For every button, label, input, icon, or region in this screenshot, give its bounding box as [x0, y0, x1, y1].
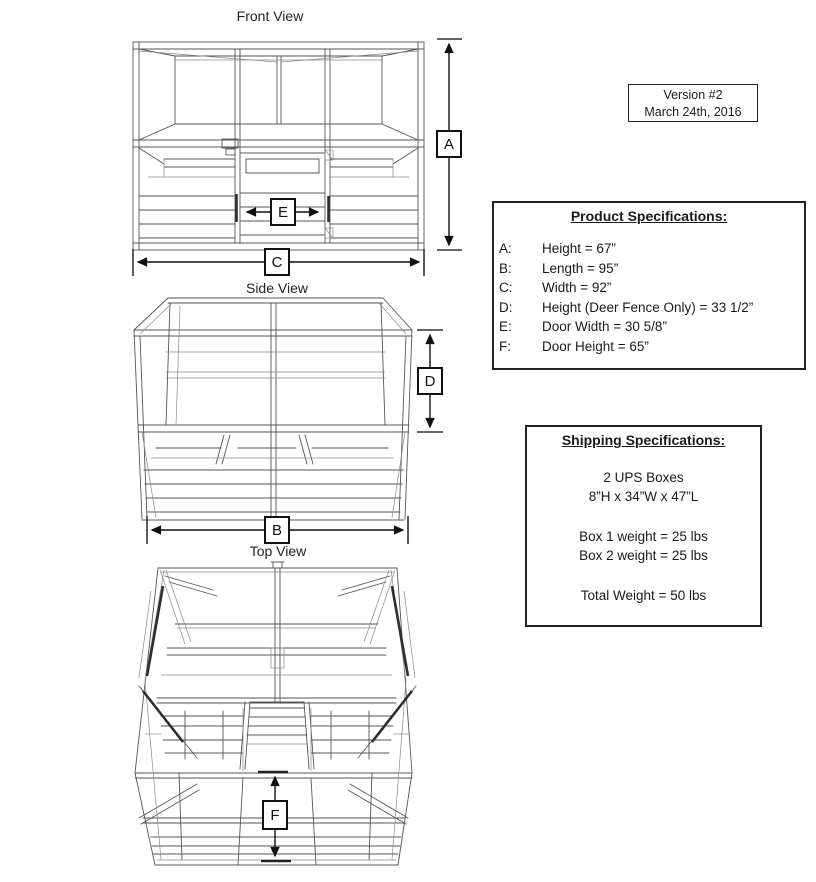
spec-row-b — [494, 259, 804, 279]
product-specs-title: Product Specifications: — [570, 208, 728, 224]
side-view-drawing — [126, 290, 456, 548]
spec-key: E: — [499, 319, 512, 335]
dim-label-a: A — [443, 136, 455, 153]
top-view-drawing — [125, 556, 425, 878]
spec-value: Length = 95” — [542, 260, 619, 276]
spec-value: Door Height = 65” — [542, 338, 649, 354]
shipping-box-dimensions: 8”H x 34”W x 47”L — [588, 489, 699, 504]
shipping-box2-weight: Box 2 weight = 25 lbs — [579, 548, 708, 563]
spec-row-d — [494, 298, 804, 318]
version-date: March 24th, 2016 — [644, 105, 742, 119]
dim-label-d: D — [424, 373, 436, 390]
dim-label-f: F — [270, 807, 280, 824]
spec-row-a — [494, 239, 804, 259]
dim-label-c: C — [271, 254, 283, 271]
spec-row-c — [494, 278, 804, 298]
product-specs-list — [494, 239, 804, 356]
front-view-title: Front View — [236, 8, 304, 24]
product-specs-box — [492, 201, 806, 370]
shipping-total-weight: Total Weight = 50 lbs — [580, 588, 707, 603]
shipping-specs-box — [525, 425, 762, 627]
version-number: Version #2 — [663, 88, 723, 102]
side-view-title: Side View — [245, 280, 308, 296]
dim-label-e: E — [277, 204, 289, 221]
spec-key: C: — [499, 280, 513, 296]
spec-row-e — [494, 317, 804, 337]
spec-value: Door Width = 30 5/8” — [542, 319, 667, 335]
shipping-specs-title: Shipping Specifications: — [561, 432, 726, 448]
spec-value: Height (Deer Fence Only) = 33 1/2” — [542, 299, 754, 315]
top-view-title: Top View — [249, 543, 307, 559]
spec-value: Width = 92” — [542, 280, 612, 296]
spec-key: B: — [499, 260, 512, 276]
spec-key: F: — [499, 338, 511, 354]
shipping-box1-weight: Box 1 weight = 25 lbs — [579, 529, 708, 544]
spec-key: A: — [499, 241, 512, 257]
version-box — [628, 84, 758, 122]
shipping-boxes-count: 2 UPS Boxes — [603, 470, 684, 485]
dim-label-b: B — [271, 522, 283, 539]
spec-row-f — [494, 337, 804, 357]
front-view-drawing — [126, 36, 471, 282]
spec-key: D: — [499, 299, 513, 315]
spec-value: Height = 67” — [542, 241, 616, 257]
